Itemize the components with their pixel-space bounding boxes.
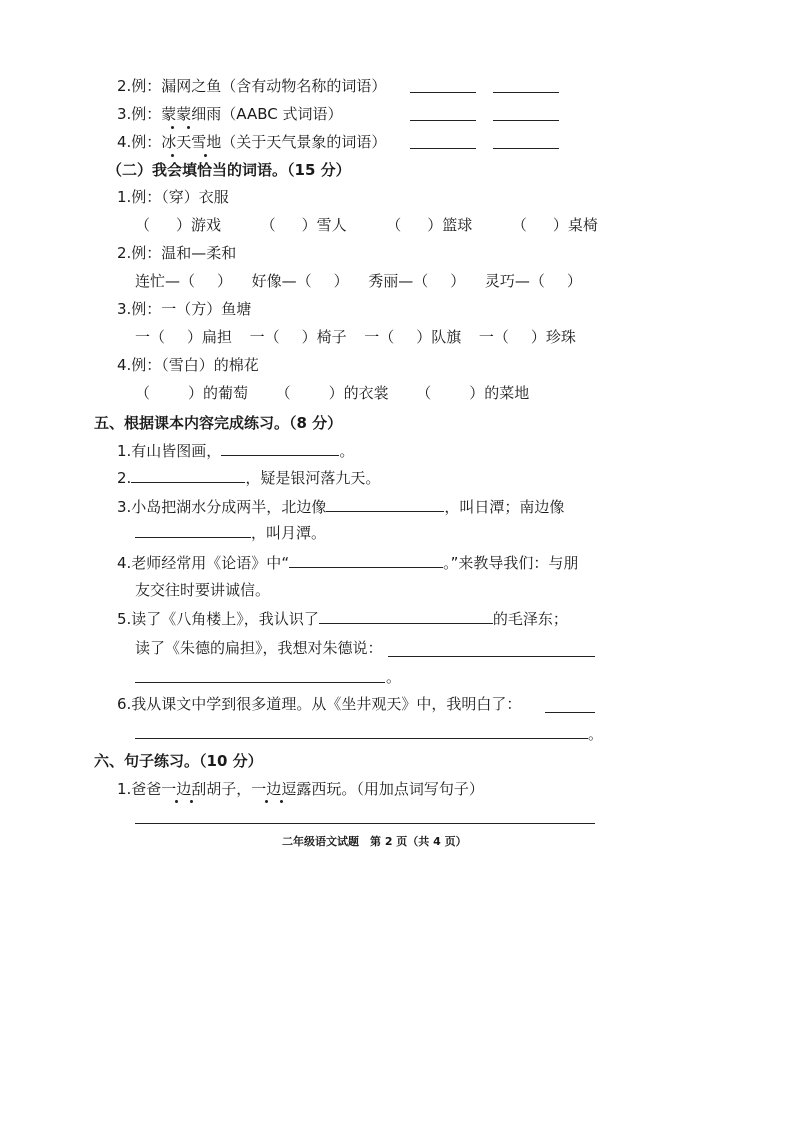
q4-2-4-example: 4.例：（雪白）的棉花 [117, 356, 259, 374]
q5-1: 1.有山皆图画， 。 [117, 442, 355, 460]
emphasis-dot [280, 800, 283, 803]
answer-blank[interactable] [545, 712, 595, 713]
answer-blank[interactable] [131, 468, 245, 483]
answer-blank[interactable] [493, 120, 559, 121]
answer-blank[interactable] [410, 92, 476, 93]
answer-blank[interactable] [135, 823, 595, 824]
emphasis-dot [171, 126, 174, 129]
q5-4-cont: 友交往时要讲诚信。 [135, 581, 271, 599]
q6-1: 1.爸爸一边刮胡子，一边逗露西玩。（用加点词写句子） [117, 780, 484, 798]
q4-1-item-3: 3.例：蒙蒙细雨（AABC 式词语） [117, 105, 343, 123]
q5-2: 2. ，疑是银河落九天。 [117, 469, 381, 487]
word: 篮球 [442, 216, 473, 234]
q5-3: 3.小岛把湖水分成两半，北边像 ，叫日潭；南边像 [117, 498, 565, 516]
emphasis-dot [171, 154, 174, 157]
answer-blank[interactable] [493, 148, 559, 149]
emphasis-dot [204, 154, 207, 157]
emphasis-dot [175, 800, 178, 803]
answer-blank[interactable] [135, 738, 588, 739]
q4-2-2-row: 连忙—（ ） 好像—（ ） 秀丽—（ ） 灵巧—（ ） [135, 272, 582, 290]
q5-3-cont: ，叫月潭。 [135, 523, 326, 543]
answer-blank[interactable] [493, 92, 559, 93]
answer-blank[interactable] [221, 441, 339, 456]
emphasis-dot [190, 800, 193, 803]
answer-blank[interactable] [388, 656, 595, 657]
word: 雪人 [316, 216, 347, 234]
word: 桌椅 [567, 216, 598, 234]
q5-6-end: 。 [588, 725, 604, 743]
q5-5: 5.读了《八角楼上》，我认识了 的毛泽东； [117, 610, 568, 628]
q4-2-4-row: （ ）的葡萄 （ ）的衣裳 （ ）的菜地 [135, 384, 530, 402]
q4-2-1-row: （ ）游戏 （ ）雪人 （ ）篮球 （ ）桌椅 [135, 216, 598, 234]
emphasis-dot [265, 800, 268, 803]
q4-2-1-example: 1.例：（穿）衣服 [117, 188, 229, 206]
q5-6: 6.我从课文中学到很多道理。从《坐井观天》中，我明白了： [117, 695, 522, 713]
q4-2-2-example: 2.例：温和—柔和 [117, 244, 237, 262]
q5-4: 4.老师经常用《论语》中“ 。”来教导我们：与朋 [117, 554, 579, 572]
answer-blank[interactable] [135, 682, 385, 683]
q5-5-line2: 读了《朱德的扁担》，我想对朱德说： [135, 639, 383, 657]
section-4-part-2-title: （二）我会填恰当的词语。（15 分） [107, 161, 351, 179]
answer-blank[interactable] [289, 553, 443, 568]
emphasis-dot [187, 126, 190, 129]
q4-2-3-row: 一（ ）扁担 一（ ）椅子 一（ ）队旗 一（ ）珍珠 [135, 328, 576, 346]
answer-blank[interactable] [326, 497, 444, 512]
q4-1-item-4: 4.例：冰天雪地（关于天气景象的词语） [117, 133, 387, 151]
answer-blank[interactable] [319, 609, 493, 624]
q4-1-item-2: 2.例：漏网之鱼（含有动物名称的词语） [117, 77, 387, 95]
q4-2-3-example: 3.例：一（方）鱼塘 [117, 300, 252, 318]
answer-blank[interactable] [410, 148, 476, 149]
word: 游戏 [191, 216, 222, 234]
answer-blank[interactable] [410, 120, 476, 121]
page-footer: 二年级语文试题 第 2 页（共 4 页） [282, 835, 467, 848]
section-5-title: 五、根据课本内容完成练习。（8 分） [94, 414, 343, 432]
section-6-title: 六、句子练习。（10 分） [94, 752, 263, 770]
answer-blank[interactable] [135, 523, 251, 538]
q5-5-end: 。 [386, 668, 402, 686]
